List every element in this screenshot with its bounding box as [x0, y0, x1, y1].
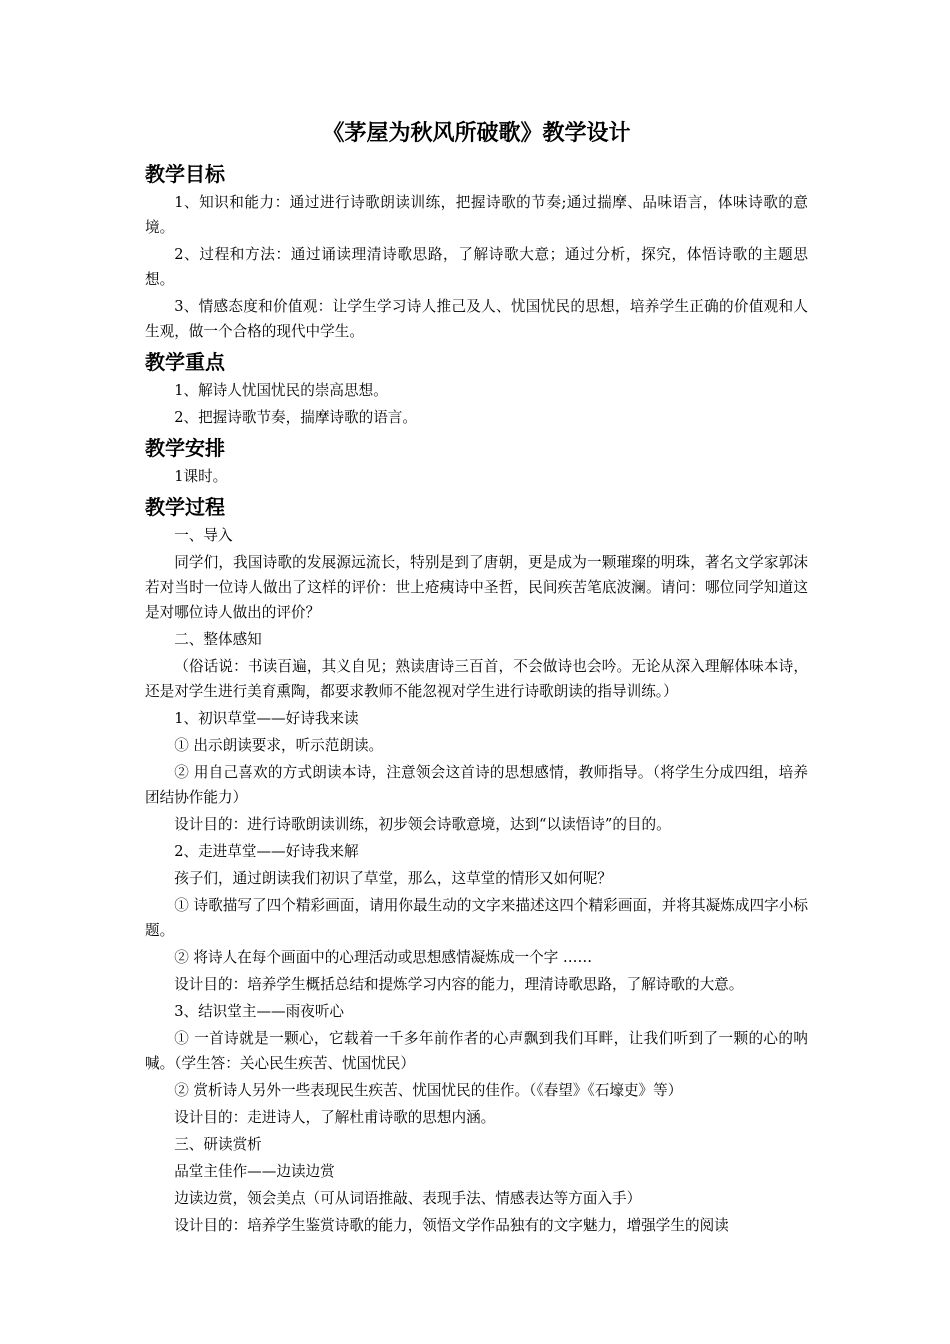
process-item-step3-title: 3、结识堂主——雨夜听心 — [174, 1003, 345, 1020]
process-item-step2-title: 2、走进草堂——好诗我来解 — [174, 843, 359, 860]
objective-item-1: 1、知识和能力：通过进行诗歌朗读训练，把握诗歌的节奏;通过揣摩、品味语言，体味诗歌的意境。 — [145, 194, 808, 236]
section-heading-key-points: 教学重点 — [145, 350, 225, 374]
process-item-step1-purpose: 设计目的：进行诗歌朗读训练，初步领会诗歌意境，达到“以读悟诗”的目的。 — [174, 816, 671, 833]
document-page — [145, 118, 808, 1240]
process-item-step3-b: ② 赏析诗人另外一些表现民生疾苦、忧国忧民的佳作。（《春望》《石壕吏》等） — [174, 1082, 683, 1099]
key-point-item-1: 1、解诗人忧国忧民的崇高思想。 — [174, 382, 388, 399]
process-item-analysis-text: 边读边赏，领会美点（可从词语推敲、表现手法、情感表达等方面入手） — [174, 1190, 642, 1207]
schedule-item-1: 1课时。 — [174, 468, 228, 485]
process-item-step1-a: ① 出示朗读要求，听示范朗读。 — [174, 737, 384, 754]
process-item-intro-text: 同学们，我国诗歌的发展源远流长，特别是到了唐朝，更是成为一颗璀璨的明珠，著名文学家郭沫若对当时一位诗人做出了这样的评价：世上疮痍诗中圣哲，民间疾苦笔底波澜。请问：哪位同学知道这是对哪位诗人做出的评价？ — [145, 554, 808, 621]
process-item-step3-a: ① 一首诗就是一颗心，它载着一千多年前作者的心声飘到我们耳畔，让我们听到了一颗的心的呐喊。（学生答：关心民生疾苦、忧国忧民） — [145, 1030, 808, 1072]
process-item-step3-purpose: 设计目的：走进诗人，了解杜甫诗歌的思想内涵。 — [174, 1109, 496, 1126]
section-heading-process: 教学过程 — [145, 495, 225, 519]
process-item-step2-intro: 孩子们，通过朗读我们初识了草堂，那么，这草堂的情形又如何呢？ — [174, 870, 613, 887]
process-item-overview-note: （俗话说：书读百遍，其义自见；熟读唐诗三百首，不会做诗也会吟。无论从深入理解体味本诗，还是对学生进行美育熏陶，都要求教师不能忽视对学生进行诗歌朗读的指导训练。） — [145, 658, 808, 700]
process-item-analysis-heading: 三、研读赏析 — [174, 1136, 262, 1153]
objective-item-3: 3、情感态度和价值观：让学生学习诗人推己及人、忧国忧民的思想，培养学生正确的价值观和人生观，做一个合格的现代中学生。 — [145, 298, 808, 340]
process-item-analysis-title: 品堂主佳作——边读边赏 — [174, 1163, 335, 1180]
section-heading-objectives: 教学目标 — [145, 162, 225, 186]
section-heading-schedule: 教学安排 — [145, 436, 225, 460]
process-item-step1-title: 1、初识草堂——好诗我来读 — [174, 710, 359, 727]
process-item-analysis-purpose: 设计目的：培养学生鉴赏诗歌的能力，领悟文学作品独有的文字魅力，增强学生的阅读 — [174, 1217, 729, 1234]
process-item-step1-b: ② 用自己喜欢的方式朗读本诗，注意领会这首诗的思想感情，教师指导。（将学生分成四组，培养团结协作能力） — [145, 764, 808, 806]
process-item-step2-a: ① 诗歌描写了四个精彩画面，请用你最生动的文字来描述这四个精彩画面，并将其凝炼成四字小标题。 — [145, 897, 808, 939]
document-title: 《茅屋为秋风所破歌》教学设计 — [322, 121, 631, 146]
process-item-overview-heading: 二、整体感知 — [174, 631, 262, 648]
process-item-intro-heading: 一、导入 — [174, 527, 233, 544]
key-point-item-2: 2、把握诗歌节奏，揣摩诗歌的语言。 — [174, 409, 417, 426]
process-item-step2-b: ② 将诗人在每个画面中的心理活动或思想感情凝炼成一个字 …… — [174, 949, 593, 966]
objective-item-2: 2、过程和方法：通过诵读理清诗歌思路，了解诗歌大意；通过分析，探究，体悟诗歌的主题思想。 — [145, 246, 808, 288]
process-item-step2-purpose: 设计目的：培养学生概括总结和提炼学习内容的能力，理清诗歌思路，了解诗歌的大意。 — [174, 976, 744, 993]
